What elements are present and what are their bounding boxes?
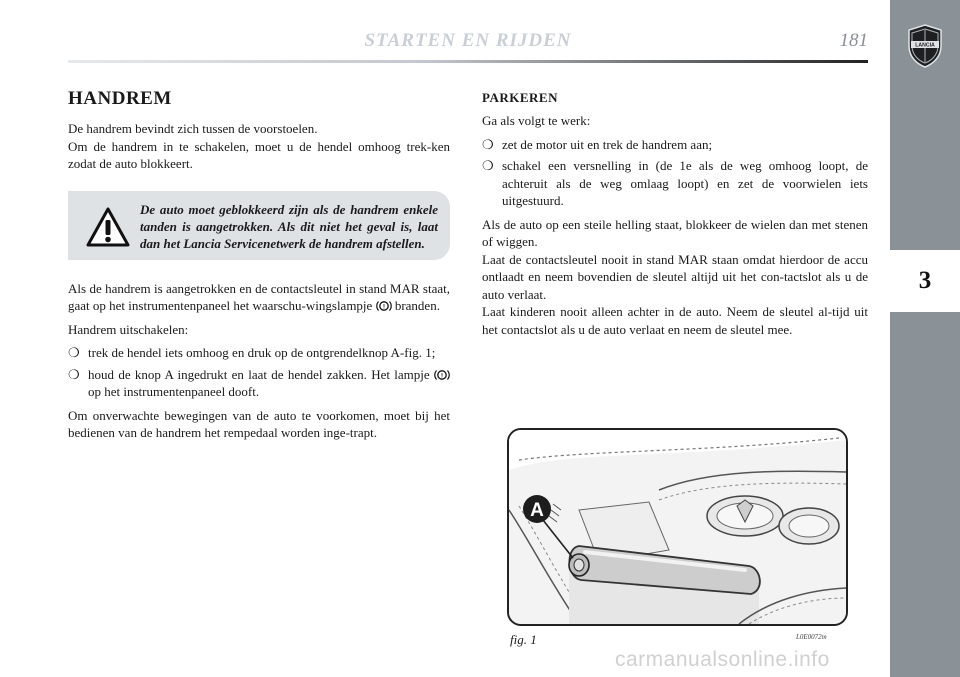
right-column <box>482 88 868 344</box>
parking-paragraph-1: Als de auto op een steile helling staat, blokkeer de wielen dan met stenen of wiggen. <box>482 216 868 249</box>
brake-warning-lamp-icon <box>376 299 392 313</box>
warning-triangle-icon <box>86 207 130 247</box>
lamp-paragraph-text: Als de handrem is aangetrokken en de contactsleutel in stand MAR staat, gaat op het instrumentenpaneel het waarschu-wingslampje <box>68 280 450 313</box>
parking-paragraph-3: Laat kinderen nooit alleen achter in de auto. Neem de sleutel al-tijd uit het contactslot als u de auto verlaat en neem de sleutel mee. <box>482 304 868 337</box>
handrem-title: HANDREM <box>68 88 172 109</box>
release-step-1-text: trek de hendel iets omhoog en druk op de ontgrendelknop A-fig. 1; <box>88 345 436 360</box>
release-step-1 <box>68 344 450 362</box>
section-title: STARTEN EN RIJDEN <box>364 30 572 51</box>
chapter-sidebar <box>890 0 960 677</box>
page-number: 181 <box>839 30 868 51</box>
left-column <box>68 88 450 448</box>
release-step-2 <box>68 366 450 401</box>
page-header <box>68 30 868 66</box>
parking-step-1 <box>482 136 868 154</box>
release-heading: Handrem uitschakelen: <box>68 321 189 337</box>
parking-paragraph-2: Laat de contactsleutel nooit in stand MAR staan omdat hierdoor de accu ontlaadt en neem bovendien de sleutel altijd uit het con-tactslot als u de auto verlaat. <box>482 251 868 302</box>
figure-caption: fig. 1 <box>510 632 537 647</box>
chapter-tab[interactable] <box>890 250 960 312</box>
svg-text:!: ! <box>441 372 444 379</box>
parking-steps <box>482 136 868 210</box>
chapter-number: 3 <box>918 267 932 294</box>
release-step-2-end: op het instrumentenpaneel dooft. <box>88 384 260 399</box>
warning-box <box>68 191 450 260</box>
intro-line-1: De handrem bevindt zich tussen de voorstoelen. <box>68 121 318 136</box>
header-rule <box>68 60 868 63</box>
parking-step-2-text: schakel een versnelling in (de 1e als de weg omhoog loopt, de achteruit als de weg omlaag loopt) en zet de voorwielen iets uitgestuurd. <box>502 158 868 208</box>
brake-warning-lamp-icon <box>434 368 450 382</box>
bullet-mark: ❍ <box>68 366 80 382</box>
parkeren-intro: Ga als volgt te werk: <box>482 113 591 128</box>
lamp-paragraph <box>68 280 450 315</box>
figure-code: L0E0072m <box>796 633 827 641</box>
release-step-2-text: houd de knop A ingedrukt en laat de hendel zakken. Het lampje <box>88 366 430 382</box>
bullet-mark: ❍ <box>482 136 494 152</box>
svg-text:LANCIA: LANCIA <box>915 42 935 49</box>
release-steps <box>68 344 450 401</box>
svg-text:!: ! <box>382 304 385 311</box>
parking-step-1-text: zet de motor uit en trek de handrem aan; <box>502 136 713 152</box>
closing-paragraph: Om onverwachte bewegingen van de auto te voorkomen, moet bij het bedienen van de handrem het rempedaal worden inge-trapt. <box>68 407 450 440</box>
bullet-mark: ❍ <box>68 345 80 360</box>
callout-label-a: A <box>530 500 544 521</box>
lamp-paragraph-end: branden. <box>394 298 440 313</box>
handbrake-illustration <box>509 430 846 624</box>
lancia-logo-icon <box>907 24 943 68</box>
intro-line-2: Om de handrem in te schakelen, moet u de hendel omhoog trek-ken zodat de auto blokkeert. <box>68 138 450 171</box>
watermark: carmanualsonline.info <box>615 648 830 671</box>
parkeren-title: PARKEREN <box>482 90 558 105</box>
parking-step-2 <box>482 157 868 210</box>
bullet-mark: ❍ <box>482 158 494 173</box>
warning-text: De auto moet geblokkeerd zijn als de handrem enkele tanden is aangetrokken. Als dit niet het geval is, laat dan het Lancia Servicenetwerk de handrem afstellen. <box>140 201 438 251</box>
handbrake-figure <box>507 428 848 626</box>
